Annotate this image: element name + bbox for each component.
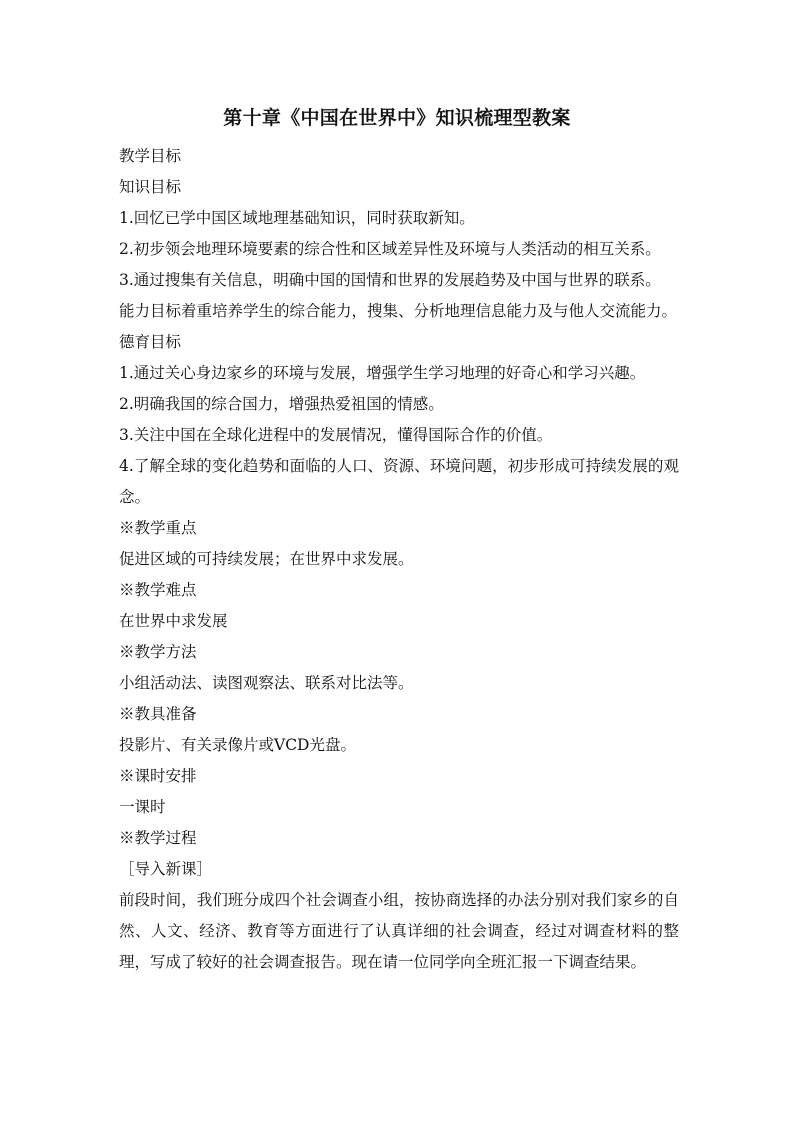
key-points-text: 促进区域的可持续发展；在世界中求发展。	[119, 550, 414, 568]
knowledge-item-1: 1.回忆已学中国区域地理基础知识，同时获取新知。	[119, 209, 475, 227]
ability-objectives: 能力目标着重培养学生的综合能力，搜集、分析地理信息能力及与他人交流能力。	[119, 302, 678, 320]
introduction-paragraph: 前段时间，我们班分成四个社会调查小组，按协商选择的办法分别对我们家乡的自然、人文、经济、教育等方面进行了认真详细的社会调查，经过对调查材料的整理，写成了较好的社会调查报告。现在请一位同学向全班汇报一下调查结果。	[119, 891, 679, 971]
heading-methods: ※教学方法	[119, 643, 197, 661]
heading-process: ※教学过程	[119, 829, 197, 847]
materials-text: 投影片、有关录像片或VCD光盘。	[119, 736, 356, 754]
knowledge-item-2: 2.初步领会地理环境要素的综合性和区域差异性及环境与人类活动的相互关系。	[119, 240, 661, 258]
difficulties-text: 在世界中求发展	[119, 612, 228, 630]
moral-item-1: 1.通过关心身边家乡的环境与发展，增强学生学习地理的好奇心和学习兴趣。	[119, 364, 646, 382]
heading-materials: ※教具准备	[119, 705, 197, 723]
moral-item-3: 3.关注中国在全球化进程中的发展情况，懂得国际合作的价值。	[119, 426, 553, 444]
heading-schedule: ※课时安排	[119, 767, 197, 785]
schedule-text: 一课时	[119, 798, 166, 816]
heading-knowledge-objectives: 知识目标	[119, 178, 182, 196]
heading-key-points: ※教学重点	[119, 519, 197, 537]
moral-item-4: 4.了解全球的变化趋势和面临的人口、资源、环境问题，初步形成可持续发展的观念。	[119, 457, 679, 506]
heading-teaching-objectives: 教学目标	[119, 147, 182, 165]
moral-item-2: 2.明确我国的综合国力，增强热爱祖国的情感。	[119, 395, 444, 413]
document-title: 第十章《中国在世界中》知识梳理型教案	[223, 107, 571, 129]
document-body	[119, 141, 679, 978]
knowledge-item-3: 3.通过搜集有关信息，明确中国的国情和世界的发展趋势及中国与世界的联系。	[119, 271, 661, 289]
heading-introduction: ［导入新课］	[119, 860, 213, 878]
heading-difficulties: ※教学难点	[119, 581, 197, 599]
methods-text: 小组活动法、读图观察法、联系对比法等。	[119, 674, 414, 692]
heading-moral-objectives: 德育目标	[119, 333, 182, 351]
